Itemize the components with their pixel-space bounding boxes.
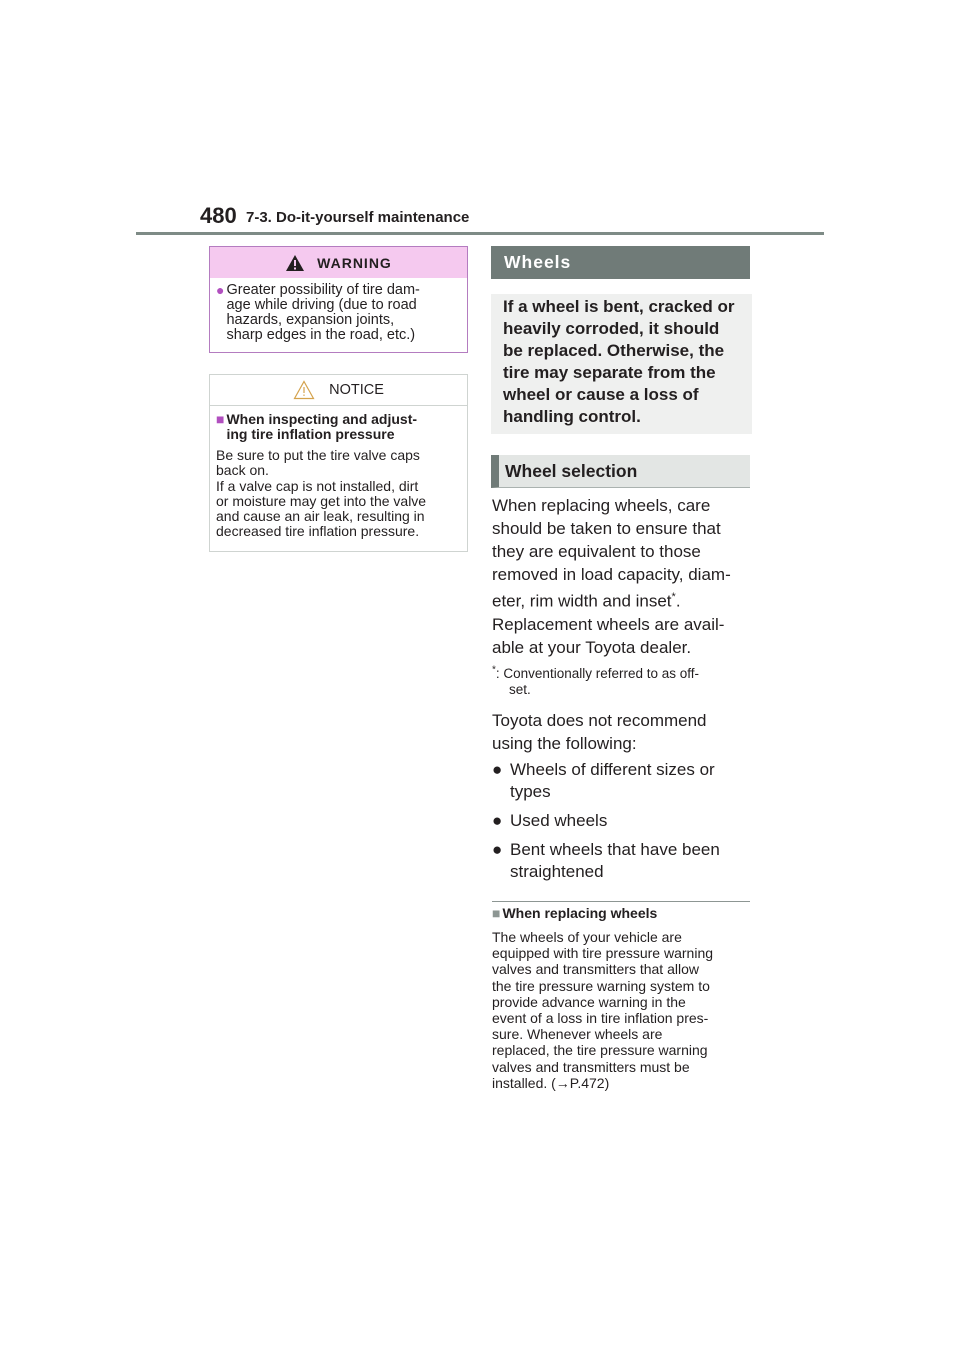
wheels-banner: Wheels — [491, 246, 750, 279]
header-rule — [136, 232, 824, 235]
info-text — [492, 929, 754, 1091]
not-recommended-list — [492, 759, 754, 890]
wheels-intro — [491, 294, 752, 434]
warning-box — [209, 246, 468, 353]
paragraph-line: using the following: — [492, 734, 637, 753]
notice-line: If a valve cap is not installed, dirt — [216, 477, 419, 494]
warning-header — [210, 247, 467, 278]
notice-line: or moisture may get into the valve — [216, 492, 427, 509]
notice-text — [216, 448, 459, 540]
notice-line: decreased tire inflation pressure. — [216, 523, 420, 540]
notice-subheading-line: When inspecting and adjust- — [226, 411, 418, 427]
paragraph-line: should be taken to ensure that — [492, 519, 721, 538]
dealer-paragraph — [492, 613, 754, 659]
intro-line: heavily corroded, it should — [503, 319, 720, 338]
warning-text — [226, 283, 419, 343]
notice-line: Be sure to put the tire valve caps — [216, 447, 420, 463]
wheel-selection-heading: Wheel selection — [491, 455, 750, 488]
page-number: 480 — [200, 203, 237, 228]
list-item: ● Bent wheels that have been straightened — [492, 840, 720, 881]
intro-line: handling control. — [503, 407, 641, 426]
info-line: valves and transmitters that allow — [492, 961, 699, 978]
notice-subheading-line: ing tire inflation pressure — [226, 426, 395, 442]
footnote-marker: * — [671, 591, 676, 603]
info-divider — [492, 901, 750, 902]
info-line: the tire pressure warning system to — [492, 977, 710, 994]
info-line: provide advance warning in the — [492, 993, 686, 1010]
info-line: equipped with tire pressure warning — [492, 945, 714, 962]
wheel-selection-paragraph — [492, 494, 754, 613]
square-bullet-icon: ■ — [216, 411, 225, 427]
intro-line: be replaced. Otherwise, the — [503, 341, 725, 360]
caution-outline-icon — [293, 380, 315, 400]
info-line: valves and transmitters must be — [492, 1058, 690, 1075]
paragraph-line: able at your Toyota dealer. — [492, 638, 692, 657]
bullet-circle-icon: ● — [216, 282, 225, 298]
info-line: The wheels of your vehicle are — [492, 929, 682, 945]
warning-line: Greater possibility of tire dam- — [226, 282, 420, 298]
section-title: 7-3. Do-it-yourself maintenance — [246, 209, 470, 226]
paragraph-line: removed in load capacity, diam- — [492, 565, 731, 584]
bullet-dot-icon: ● — [492, 760, 503, 779]
info-line: sure. Whenever wheels are — [492, 1026, 663, 1043]
warning-line: hazards, expansion joints, — [226, 312, 395, 328]
notice-line: and cause an air leak, resulting in — [216, 508, 425, 525]
info-line[interactable]: installed. (→P.472) — [492, 1074, 610, 1091]
list-item: ● Used wheels — [492, 811, 608, 830]
info-heading: ■ When replacing wheels — [492, 905, 658, 921]
notice-title: NOTICE — [329, 382, 384, 398]
bullet-dot-icon: ● — [492, 811, 503, 830]
warning-title: WARNING — [317, 254, 392, 271]
warning-bullet — [210, 278, 467, 343]
notice-header — [210, 375, 467, 406]
intro-line: tire may separate from the — [503, 363, 716, 382]
bullet-dot-icon: ● — [492, 840, 503, 859]
info-line: event of a loss in tire inflation pres- — [492, 1010, 709, 1027]
intro-line: wheel or cause a loss of — [503, 385, 699, 404]
paragraph-line: eter, rim width and inset*. — [492, 591, 681, 611]
warning-triangle-icon — [285, 254, 305, 272]
info-line: replaced, the tire pressure warning — [492, 1042, 708, 1059]
notice-box — [209, 374, 468, 552]
recommend-paragraph — [492, 709, 754, 755]
list-item: ● Wheels of different sizes or types — [492, 760, 715, 801]
square-bullet-icon: ■ — [492, 905, 501, 921]
paragraph-line: they are equivalent to those — [492, 542, 701, 561]
notice-subheading — [216, 412, 459, 442]
paragraph-line: Replacement wheels are avail- — [492, 615, 725, 634]
paragraph-line: Toyota does not recommend — [492, 711, 707, 730]
paragraph-line: When replacing wheels, care — [492, 496, 711, 515]
warning-line: sharp edges in the road, etc.) — [226, 327, 416, 343]
footnote: *: Conventionally referred to as off- set. — [492, 664, 700, 697]
notice-line: back on. — [216, 462, 269, 479]
intro-line: If a wheel is bent, cracked or — [503, 297, 735, 316]
warning-line: age while driving (due to road — [226, 297, 417, 313]
